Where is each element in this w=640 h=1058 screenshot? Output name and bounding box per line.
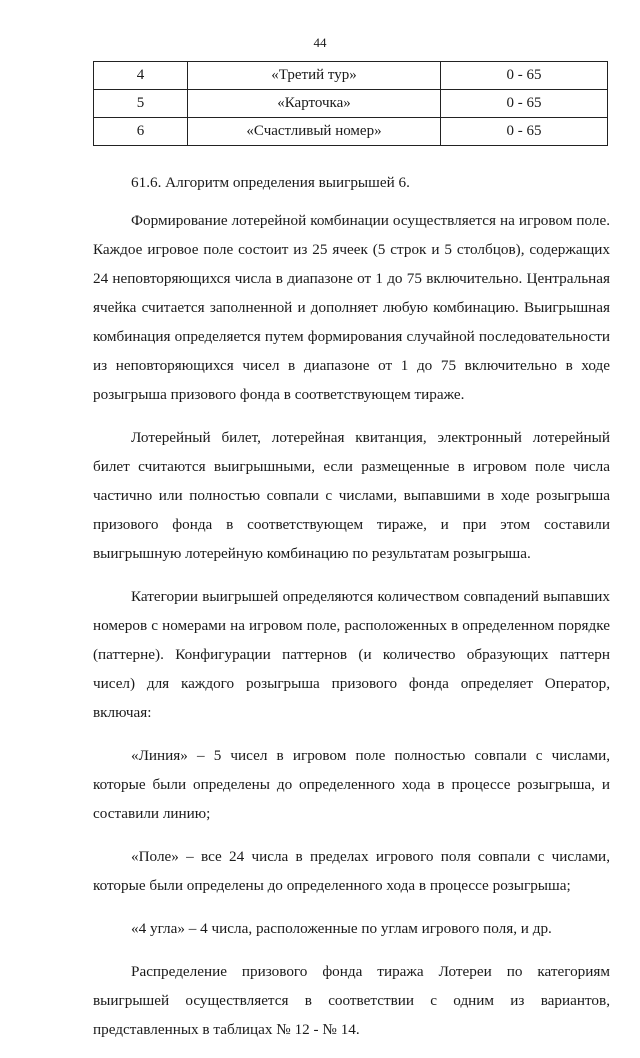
category-number: 4	[94, 62, 188, 90]
prize-category-table	[93, 61, 608, 146]
category-number: 5	[94, 90, 188, 118]
paragraph-winning-tickets: Лотерейный билет, лотерейная квитанция, электронный лотерейный билет считаются выигрышными, если размещенные в игровом поле числа частично или полностью совпали с числами, выпавшими в ходе розыгрыша призового фонда в соответствующем тираже, и при этом составили выигрышную лотерейную комбинацию по результатам розыгрыша.	[93, 429, 610, 562]
category-number: 6	[94, 118, 188, 146]
category-range: 0 - 65	[441, 90, 608, 118]
paragraph-prize-distribution: Распределение призового фонда тиража Лотереи по категориям выигрышей осуществляется в соответствии с одним из вариантов, представленных в таблицах № 12 - № 14.	[93, 963, 610, 1038]
page-number: 44	[313, 35, 327, 50]
category-name: «Третий тур»	[188, 62, 441, 90]
pattern-four-corners: «4 угла» – 4 числа, расположенные по углам игрового поля, и др.	[131, 920, 552, 937]
section-heading: 61.6. Алгоритм определения выигрышей 6.	[131, 174, 410, 191]
table-row	[94, 90, 608, 118]
category-name: «Карточка»	[188, 90, 441, 118]
paragraph-prize-categories: Категории выигрышей определяются количеством совпадений выпавших номеров с номерами на игровом поле, расположенных в определенном порядке (паттерне). Конфигурации паттернов (и количество образующих паттерн чисел) для каждого розыгрыша призового фонда определяет Оператор, включая:	[93, 588, 610, 721]
pattern-field: «Поле» – все 24 числа в пределах игрового поля совпали с числами, которые были определены до определенного хода в процессе розыгрыша;	[93, 848, 610, 894]
category-range: 0 - 65	[441, 62, 608, 90]
table-row	[94, 118, 608, 146]
table-row	[94, 62, 608, 90]
document-body	[93, 168, 610, 1058]
category-name: «Счастливый номер»	[188, 118, 441, 146]
pattern-line: «Линия» – 5 чисел в игровом поле полностью совпали с числами, которые были определены до определенного хода в процессе розыгрыша, и составили линию;	[93, 747, 610, 822]
paragraph-combination-formation: Формирование лотерейной комбинации осуществляется на игровом поле. Каждое игровое поле состоит из 25 ячеек (5 строк и 5 столбцов), содержащих 24 неповторяющихся числа в диапазоне от 1 до 75 включительно. Центральная ячейка считается заполненной и дополняет любую комбинацию. Выигрышная комбинация определяется путем формирования случайной последовательности из неповторяющихся чисел в диапазоне от 1 до 75 включительно в ходе розыгрыша призового фонда в соответствующем тираже.	[93, 212, 610, 403]
category-range: 0 - 65	[441, 118, 608, 146]
